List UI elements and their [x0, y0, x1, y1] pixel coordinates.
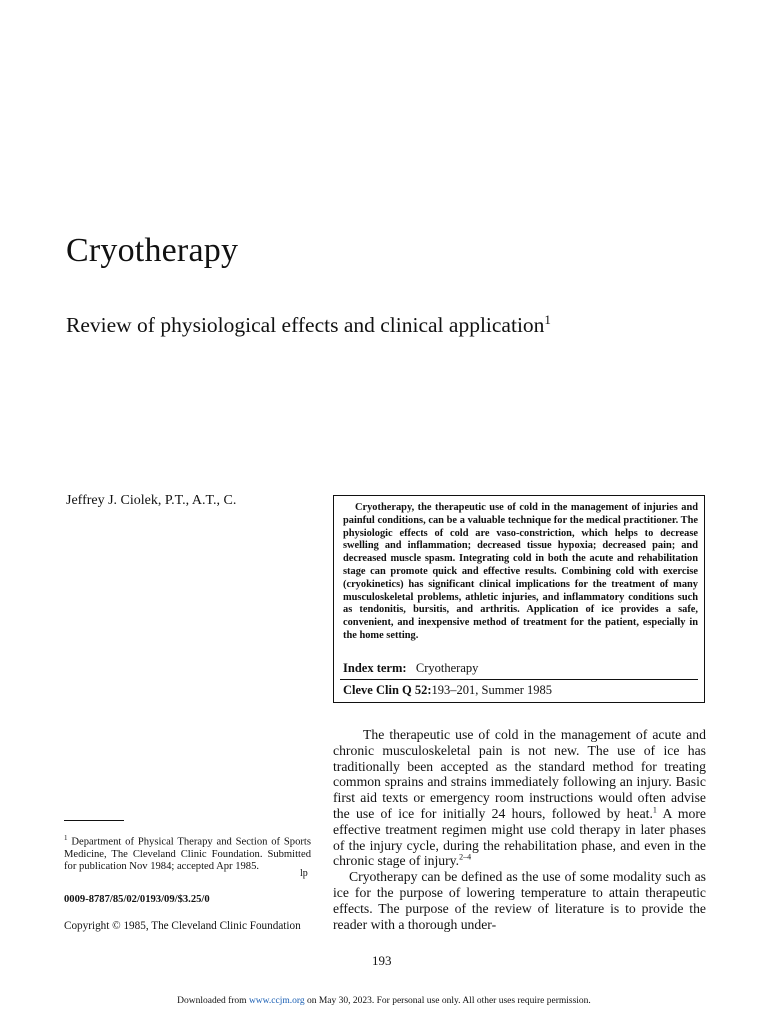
citation-label: Cleve Clin Q 52:: [343, 683, 432, 697]
index-term-label: Index term:: [343, 661, 407, 675]
index-term-value: Cryotherapy: [415, 661, 479, 675]
body-paragraph-1: [333, 727, 706, 869]
author-byline: Jeffrey J. Ciolek, P.T., A.T., C.: [66, 493, 237, 508]
body-paragraph-2: Cryotherapy can be defined as the use of some modality such as ice for the purpose of lowering temperature to attain therapeutic effects. The purpose of the review of literature is to provide the reader with a thorough under-: [333, 869, 706, 932]
page-number: 193: [372, 953, 392, 968]
subtitle-footnote-mark: 1: [544, 312, 551, 327]
copyright-notice: Copyright © 1985, The Cleveland Clinic Foundation: [64, 920, 301, 932]
abstract-text: Cryotherapy, the therapeutic use of cold in the management of injuries and painful conditions, can be a valuable technique for the medical practitioner. The physiologic effects of cold are vaso-constriction, which helps to decrease swelling and inflammation; decreased tissue hypoxia; decreased pain; and decreased muscle spasm. Integrating cold in both the acute and rehabilitation stage can promote quick and effective results. Combining cold with exercise (cryokinetics) has significant clinical implications for the treatment of many musculoskeletal problems, athletic injuries, and inflammatory conditions such as tendonitis, bursitis, and arthritis. Application of ice provides a safe, convenient, and inexpensive method of treatment for the patient, especially in the home setting.: [343, 502, 698, 641]
download-prefix: Downloaded from: [177, 996, 249, 1006]
subtitle-text: Review of physiological effects and clinical application: [66, 313, 545, 338]
abstract-box: [333, 495, 705, 703]
issn-code: 0009-8787/85/02/0193/09/$3.25/0: [64, 894, 210, 905]
article-title: Cryotherapy: [66, 232, 239, 269]
body-text-column: [333, 727, 706, 932]
body-paragraph-1-part-a: The therapeutic use of cold in the management of acute and chronic musculoskeletal pain is not new. The use of ice has traditionally been accepted as the standard method for treating common sprains and strains immediately following an injury. Basic first aid texts or emergency room instructions would often advise the use of ice for initially 24 hours, followed by heat.: [333, 727, 706, 821]
citation-value: 193–201, Summer 1985: [431, 683, 553, 697]
download-suffix: on May 30, 2023. For personal use only. All other uses require permission.: [304, 996, 591, 1006]
citation-row: [343, 683, 552, 698]
body-paragraph-1-part-b: A more effective treatment regimen might use cold therapy in later phases of the injury cycle, during the rehabilitation phase, and even in the chronic stage of injury.: [333, 805, 706, 869]
footnote-mark: 1: [64, 834, 68, 842]
footnote-initials: lp: [300, 868, 308, 879]
footnote-rule: [64, 820, 124, 821]
affiliation-footnote: [64, 832, 311, 874]
article-subtitle: [66, 312, 551, 338]
index-term-row: [343, 661, 478, 676]
reference-mark: 1: [652, 805, 657, 815]
abstract-divider: [340, 679, 698, 680]
reference-mark: 2–4: [459, 852, 472, 862]
footnote-text: Department of Physical Therapy and Section of Sports Medicine, The Cleveland Clinic Foundation. Submitted for publication Nov 1984; accepted Apr 1985.: [64, 836, 311, 873]
download-link[interactable]: www.ccjm.org: [248, 996, 305, 1006]
download-notice: [0, 996, 768, 1006]
